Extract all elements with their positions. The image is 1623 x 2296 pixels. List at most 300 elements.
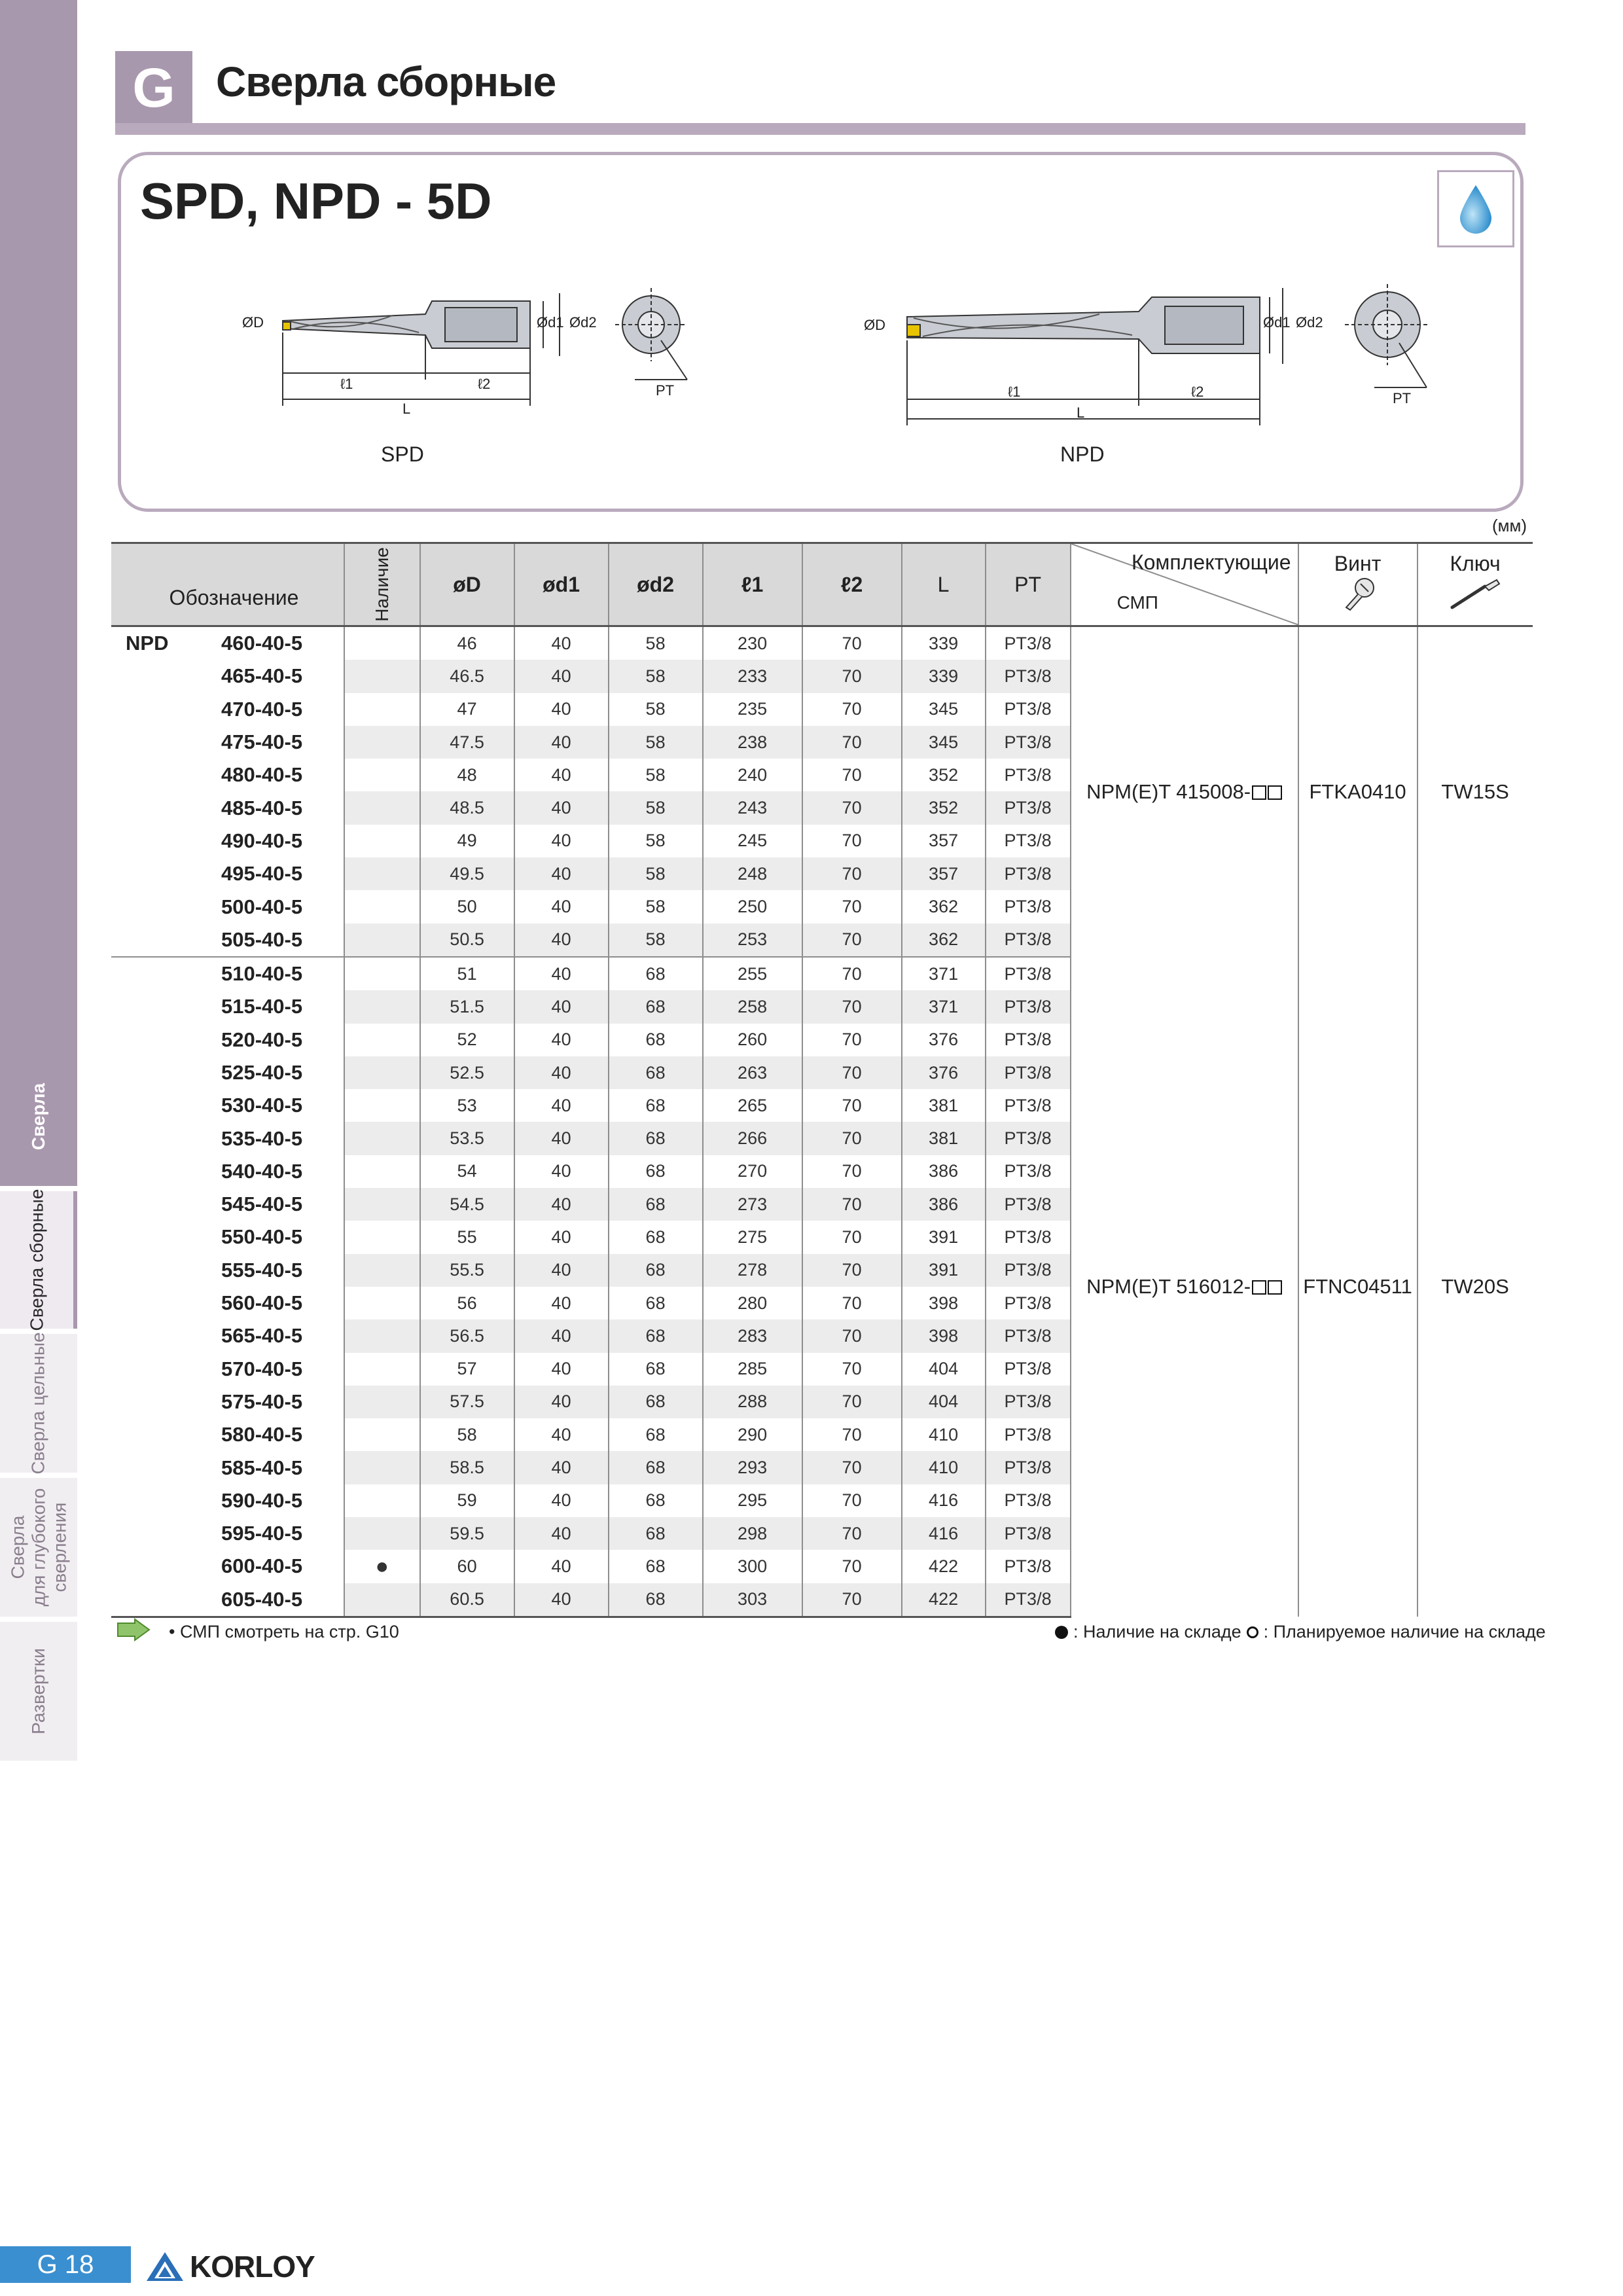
cell-d2: 58 xyxy=(609,890,703,923)
cell-d1: 40 xyxy=(514,924,609,957)
cell-L: 386 xyxy=(902,1188,986,1221)
cell-PT: PT3/8 xyxy=(986,1319,1071,1352)
spd-caption: SPD xyxy=(381,442,424,466)
cell-d2: 68 xyxy=(609,1386,703,1418)
cell-l1: 290 xyxy=(703,1418,802,1451)
tab-drills[interactable] xyxy=(0,1047,77,1186)
cell-d2: 68 xyxy=(609,1024,703,1056)
availability-cell xyxy=(344,626,420,660)
cell-L: 381 xyxy=(902,1122,986,1155)
cell-d1: 40 xyxy=(514,1319,609,1352)
availability-cell xyxy=(344,1024,420,1056)
series-cell xyxy=(111,1484,216,1517)
designation-cell: 535-40-5 xyxy=(221,1126,303,1150)
availability-cell xyxy=(344,693,420,726)
cell-D: 48.5 xyxy=(420,791,514,824)
designation-cell: 525-40-5 xyxy=(221,1061,303,1084)
cell-d1: 40 xyxy=(514,1451,609,1484)
cell-D: 56.5 xyxy=(420,1319,514,1352)
cell-D: 58.5 xyxy=(420,1451,514,1484)
korloy-logo-icon xyxy=(145,2251,185,2282)
series-cell xyxy=(111,759,216,791)
cell-D: 52.5 xyxy=(420,1056,514,1089)
cell-L: 398 xyxy=(902,1319,986,1352)
cell-D: 60.5 xyxy=(420,1583,514,1617)
cell-D: 47 xyxy=(420,693,514,726)
cell-D: 46.5 xyxy=(420,660,514,692)
series-cell xyxy=(111,1122,216,1155)
designation-cell: 490-40-5 xyxy=(221,829,303,852)
spec-table-body xyxy=(111,626,1533,1617)
cell-l2: 70 xyxy=(802,1024,902,1056)
header-L: L xyxy=(902,543,986,626)
cell-L: 391 xyxy=(902,1221,986,1253)
cell-d2: 68 xyxy=(609,1517,703,1550)
cell-L: 376 xyxy=(902,1024,986,1056)
cell-D: 53 xyxy=(420,1089,514,1122)
series-cell xyxy=(111,660,216,692)
designation-cell: 570-40-5 xyxy=(221,1357,303,1380)
designation-cell: 595-40-5 xyxy=(221,1522,303,1545)
cell-d2: 68 xyxy=(609,990,703,1023)
availability-cell xyxy=(344,1418,420,1451)
cell-PT: PT3/8 xyxy=(986,924,1071,957)
designation-cell: 600-40-5 xyxy=(221,1554,303,1578)
cell-d2: 68 xyxy=(609,1550,703,1583)
cell-l1: 263 xyxy=(703,1056,802,1089)
cell-PT: PT3/8 xyxy=(986,759,1071,791)
cell-l1: 266 xyxy=(703,1122,802,1155)
svg-text:Ød1: Ød1 xyxy=(1263,314,1291,331)
availability-cell xyxy=(344,759,420,791)
availability-cell xyxy=(344,1386,420,1418)
tab-label: Сверла xyxy=(28,1083,48,1151)
cell-l2: 70 xyxy=(802,1089,902,1122)
designation-cell: 560-40-5 xyxy=(221,1291,303,1315)
cell-d1: 40 xyxy=(514,1024,609,1056)
cell-D: 51.5 xyxy=(420,990,514,1023)
cell-d2: 68 xyxy=(609,1319,703,1352)
availability-cell xyxy=(344,1089,420,1122)
tab-label: Развертки xyxy=(28,1648,48,1734)
availability-cell xyxy=(344,1056,420,1089)
table-row xyxy=(111,957,1533,990)
cell-l2: 70 xyxy=(802,693,902,726)
cell-d2: 58 xyxy=(609,726,703,759)
cell-d1: 40 xyxy=(514,759,609,791)
cell-D: 53.5 xyxy=(420,1122,514,1155)
cell-d2: 68 xyxy=(609,1089,703,1122)
tab-label: Сверла сборные xyxy=(26,1189,46,1331)
svg-text:Ød1: Ød1 xyxy=(537,314,564,331)
cell-l1: 298 xyxy=(703,1517,802,1550)
cell-l1: 278 xyxy=(703,1254,802,1287)
cell-L: 362 xyxy=(902,924,986,957)
cell-l1: 248 xyxy=(703,857,802,890)
cell-l1: 265 xyxy=(703,1089,802,1122)
cell-l1: 243 xyxy=(703,791,802,824)
svg-text:PT: PT xyxy=(1393,390,1412,406)
table-header-row xyxy=(111,543,1533,626)
npd-drill-drawing xyxy=(851,275,1440,432)
cell-d1: 40 xyxy=(514,726,609,759)
cell-d1: 40 xyxy=(514,1386,609,1418)
page-title: Сверла сборные xyxy=(216,58,556,105)
cell-l1: 235 xyxy=(703,693,802,726)
cell-PT: PT3/8 xyxy=(986,825,1071,857)
cell-l2: 70 xyxy=(802,1122,902,1155)
cell-L: 357 xyxy=(902,857,986,890)
screw-cell: FTNC04511 xyxy=(1298,957,1418,1617)
cell-d2: 68 xyxy=(609,1287,703,1319)
cell-l2: 70 xyxy=(802,1155,902,1188)
cell-l2: 70 xyxy=(802,1484,902,1517)
cell-l2: 70 xyxy=(802,726,902,759)
series-cell xyxy=(111,1386,216,1418)
cell-d2: 58 xyxy=(609,857,703,890)
cell-D: 56 xyxy=(420,1287,514,1319)
designation-cell: 545-40-5 xyxy=(221,1193,303,1216)
cell-d1: 40 xyxy=(514,791,609,824)
cell-d2: 68 xyxy=(609,1122,703,1155)
series-cell xyxy=(111,1155,216,1188)
availability-cell xyxy=(344,924,420,957)
placeholder-box-icon xyxy=(1268,785,1282,800)
designation-cell: 480-40-5 xyxy=(221,763,303,787)
availability-cell xyxy=(344,660,420,692)
cell-d2: 58 xyxy=(609,693,703,726)
cell-PT: PT3/8 xyxy=(986,1550,1071,1583)
cell-D: 59 xyxy=(420,1484,514,1517)
cell-l2: 70 xyxy=(802,957,902,990)
cell-l1: 303 xyxy=(703,1583,802,1617)
table-row xyxy=(111,626,1533,660)
cell-d1: 40 xyxy=(514,1155,609,1188)
cell-d1: 40 xyxy=(514,626,609,660)
tab-deep-hole-drills[interactable] xyxy=(0,1478,77,1617)
cell-PT: PT3/8 xyxy=(986,1221,1071,1253)
availability-cell xyxy=(344,857,420,890)
coolant-drop-icon xyxy=(1437,170,1514,247)
cell-l1: 245 xyxy=(703,825,802,857)
screw-cell: FTKA0410 xyxy=(1298,626,1418,957)
header-designation: Обозначение xyxy=(111,543,344,626)
cell-d2: 68 xyxy=(609,957,703,990)
availability-cell xyxy=(344,825,420,857)
tab-solid-drills[interactable] xyxy=(0,1334,77,1473)
cell-PT: PT3/8 xyxy=(986,1418,1071,1451)
cell-l1: 270 xyxy=(703,1155,802,1188)
cell-d1: 40 xyxy=(514,1089,609,1122)
cell-D: 51 xyxy=(420,957,514,990)
series-cell xyxy=(111,825,216,857)
svg-text:L: L xyxy=(1077,404,1085,421)
cell-l1: 233 xyxy=(703,660,802,692)
cell-l2: 70 xyxy=(802,759,902,791)
cell-PT: PT3/8 xyxy=(986,1254,1071,1287)
sidebar-band xyxy=(0,0,77,1047)
header-PT: PT xyxy=(986,543,1071,626)
cell-D: 52 xyxy=(420,1024,514,1056)
placeholder-box-icon xyxy=(1252,785,1266,800)
availability-legend: : Наличие на складе : Планируемое наличие на складе xyxy=(1055,1622,1546,1642)
cell-D: 50 xyxy=(420,890,514,923)
npd-caption: NPD xyxy=(1060,442,1105,466)
cell-d1: 40 xyxy=(514,957,609,990)
cell-d2: 68 xyxy=(609,1254,703,1287)
cell-L: 416 xyxy=(902,1484,986,1517)
series-cell xyxy=(111,1056,216,1089)
cell-L: 416 xyxy=(902,1517,986,1550)
cell-d2: 58 xyxy=(609,791,703,824)
cell-d1: 40 xyxy=(514,1254,609,1287)
designation-cell: 550-40-5 xyxy=(221,1225,303,1249)
cell-l2: 70 xyxy=(802,660,902,692)
cell-l1: 238 xyxy=(703,726,802,759)
cell-PT: PT3/8 xyxy=(986,1451,1071,1484)
designation-cell: 495-40-5 xyxy=(221,862,303,886)
cell-D: 49.5 xyxy=(420,857,514,890)
cell-L: 410 xyxy=(902,1451,986,1484)
brand-logo: KORLOY xyxy=(145,2249,315,2284)
planned-circle-icon xyxy=(1247,1626,1258,1638)
designation-cell: 530-40-5 xyxy=(221,1094,303,1117)
designation-cell: 500-40-5 xyxy=(221,895,303,918)
series-cell xyxy=(111,1550,216,1583)
cell-D: 59.5 xyxy=(420,1517,514,1550)
cell-PT: PT3/8 xyxy=(986,890,1071,923)
series-cell xyxy=(111,1089,216,1122)
availability-cell xyxy=(344,1221,420,1253)
svg-text:ØD: ØD xyxy=(864,317,885,333)
tab-label: Сверла цельные xyxy=(28,1332,49,1475)
cell-PT: PT3/8 xyxy=(986,660,1071,692)
svg-text:Ød2: Ød2 xyxy=(1296,314,1323,331)
cell-l1: 240 xyxy=(703,759,802,791)
cell-d2: 58 xyxy=(609,924,703,957)
cell-L: 386 xyxy=(902,1155,986,1188)
cell-d2: 68 xyxy=(609,1583,703,1617)
cell-d1: 40 xyxy=(514,890,609,923)
availability-cell xyxy=(344,957,420,990)
cell-D: 54.5 xyxy=(420,1188,514,1221)
header-d2: ød2 xyxy=(609,543,703,626)
cell-d2: 68 xyxy=(609,1353,703,1386)
side-navigation xyxy=(0,0,77,1767)
availability-cell xyxy=(344,1188,420,1221)
cell-PT: PT3/8 xyxy=(986,726,1071,759)
cell-d1: 40 xyxy=(514,990,609,1023)
cell-d2: 58 xyxy=(609,626,703,660)
availability-cell xyxy=(344,1451,420,1484)
page-number: G 18 xyxy=(0,2246,131,2283)
availability-cell xyxy=(344,1484,420,1517)
cell-D: 49 xyxy=(420,825,514,857)
header-components: Комплектующие СМП xyxy=(1071,543,1298,626)
availability-cell xyxy=(344,1353,420,1386)
cell-d2: 58 xyxy=(609,759,703,791)
cell-d2: 68 xyxy=(609,1451,703,1484)
svg-text:ℓ1: ℓ1 xyxy=(340,376,353,392)
cell-PT: PT3/8 xyxy=(986,1089,1071,1122)
designation-cell: 515-40-5 xyxy=(221,995,303,1018)
header-screw: Винт xyxy=(1298,543,1418,626)
insert-cell: NPM(E)T 415008- xyxy=(1071,626,1298,957)
tab-label: Сверла для глубокого сверления xyxy=(7,1488,70,1607)
cell-d2: 58 xyxy=(609,660,703,692)
designation-cell: 470-40-5 xyxy=(221,697,303,721)
cell-L: 404 xyxy=(902,1353,986,1386)
cell-d1: 40 xyxy=(514,1550,609,1583)
cell-l2: 70 xyxy=(802,626,902,660)
placeholder-box-icon xyxy=(1268,1280,1282,1295)
cell-l1: 300 xyxy=(703,1550,802,1583)
cell-l2: 70 xyxy=(802,990,902,1023)
cell-L: 381 xyxy=(902,1089,986,1122)
availability-cell: ● xyxy=(344,1550,420,1583)
cell-D: 48 xyxy=(420,759,514,791)
series-cell xyxy=(111,1287,216,1319)
cell-L: 345 xyxy=(902,726,986,759)
cell-l1: 288 xyxy=(703,1386,802,1418)
unit-label: (мм) xyxy=(1492,516,1527,535)
series-cell xyxy=(111,857,216,890)
cell-PT: PT3/8 xyxy=(986,1517,1071,1550)
cell-l1: 258 xyxy=(703,990,802,1023)
designation-cell: 580-40-5 xyxy=(221,1423,303,1446)
series-cell: NPD xyxy=(126,632,169,655)
spec-table xyxy=(111,542,1533,1618)
series-cell xyxy=(111,693,216,726)
cell-l1: 253 xyxy=(703,924,802,957)
reference-arrow-icon xyxy=(115,1618,154,1644)
cell-PT: PT3/8 xyxy=(986,1287,1071,1319)
cell-D: 60 xyxy=(420,1550,514,1583)
cell-L: 422 xyxy=(902,1550,986,1583)
header-rule xyxy=(115,123,1525,135)
svg-text:ℓ1: ℓ1 xyxy=(1008,384,1021,400)
cell-l1: 230 xyxy=(703,626,802,660)
cell-l2: 70 xyxy=(802,1517,902,1550)
series-cell xyxy=(111,1517,216,1550)
cell-PT: PT3/8 xyxy=(986,791,1071,824)
designation-cell: 465-40-5 xyxy=(221,664,303,688)
section-badge: G xyxy=(115,51,192,124)
svg-text:PT: PT xyxy=(656,382,675,399)
cell-L: 371 xyxy=(902,990,986,1023)
series-cell xyxy=(111,990,216,1023)
availability-cell xyxy=(344,1517,420,1550)
cell-l1: 250 xyxy=(703,890,802,923)
cell-d2: 68 xyxy=(609,1155,703,1188)
series-cell xyxy=(111,1319,216,1352)
cell-l1: 295 xyxy=(703,1484,802,1517)
cell-d1: 40 xyxy=(514,1122,609,1155)
cell-L: 410 xyxy=(902,1418,986,1451)
svg-text:ØD: ØD xyxy=(242,314,264,331)
designation-cell: 555-40-5 xyxy=(221,1258,303,1282)
cell-l2: 70 xyxy=(802,1353,902,1386)
cell-l1: 280 xyxy=(703,1287,802,1319)
cell-L: 352 xyxy=(902,791,986,824)
svg-text:ℓ2: ℓ2 xyxy=(1191,384,1204,400)
cell-d1: 40 xyxy=(514,693,609,726)
availability-cell xyxy=(344,890,420,923)
cell-d1: 40 xyxy=(514,1188,609,1221)
cell-PT: PT3/8 xyxy=(986,1386,1071,1418)
cell-l2: 70 xyxy=(802,825,902,857)
series-cell xyxy=(111,924,216,957)
key-icon xyxy=(1446,576,1505,613)
cell-L: 391 xyxy=(902,1254,986,1287)
cell-L: 339 xyxy=(902,626,986,660)
series-cell xyxy=(111,1583,216,1617)
cell-PT: PT3/8 xyxy=(986,1484,1071,1517)
cell-L: 357 xyxy=(902,825,986,857)
header-d1: ød1 xyxy=(514,543,609,626)
cell-PT: PT3/8 xyxy=(986,1155,1071,1188)
cell-PT: PT3/8 xyxy=(986,1024,1071,1056)
insert-cell: NPM(E)T 516012- xyxy=(1071,957,1298,1617)
cell-PT: PT3/8 xyxy=(986,990,1071,1023)
svg-text:ℓ2: ℓ2 xyxy=(478,376,491,392)
cell-L: 404 xyxy=(902,1386,986,1418)
cell-d1: 40 xyxy=(514,1221,609,1253)
cell-d1: 40 xyxy=(514,1484,609,1517)
cell-PT: PT3/8 xyxy=(986,1122,1071,1155)
designation-cell: 505-40-5 xyxy=(216,924,344,957)
cell-PT: PT3/8 xyxy=(986,857,1071,890)
cell-PT: PT3/8 xyxy=(986,1056,1071,1089)
cell-l2: 70 xyxy=(802,1319,902,1352)
cell-d1: 40 xyxy=(514,1287,609,1319)
series-cell xyxy=(111,890,216,923)
cell-l2: 70 xyxy=(802,1287,902,1319)
cell-L: 362 xyxy=(902,890,986,923)
cell-d1: 40 xyxy=(514,660,609,692)
availability-cell xyxy=(344,990,420,1023)
series-cell xyxy=(111,957,216,990)
availability-cell xyxy=(344,1319,420,1352)
tab-indexable-drills[interactable] xyxy=(0,1191,77,1329)
series-cell xyxy=(111,1221,216,1253)
series-cell xyxy=(111,1024,216,1056)
cell-D: 46 xyxy=(420,626,514,660)
cell-D: 57 xyxy=(420,1353,514,1386)
cell-d2: 68 xyxy=(609,1188,703,1221)
tab-reamers[interactable] xyxy=(0,1622,77,1761)
in-stock-dot-icon xyxy=(1055,1626,1068,1639)
cell-d2: 58 xyxy=(609,825,703,857)
key-cell: TW20S xyxy=(1418,957,1533,1617)
cell-D: 47.5 xyxy=(420,726,514,759)
cell-d2: 68 xyxy=(609,1418,703,1451)
cell-l2: 70 xyxy=(802,857,902,890)
designation-cell: 460-40-5 xyxy=(221,632,303,655)
insert-reference-note: • СМП смотреть на стр. G10 xyxy=(169,1622,399,1641)
cell-d1: 40 xyxy=(514,1418,609,1451)
cell-d2: 68 xyxy=(609,1221,703,1253)
series-cell xyxy=(111,1188,216,1221)
series-cell xyxy=(111,1418,216,1451)
cell-D: 55.5 xyxy=(420,1254,514,1287)
designation-cell: 585-40-5 xyxy=(221,1456,303,1479)
cell-d2: 68 xyxy=(609,1484,703,1517)
cell-PT: PT3/8 xyxy=(986,1583,1071,1617)
cell-d1: 40 xyxy=(514,1056,609,1089)
product-title: SPD, NPD - 5D xyxy=(140,172,492,230)
placeholder-box-icon xyxy=(1252,1280,1266,1295)
